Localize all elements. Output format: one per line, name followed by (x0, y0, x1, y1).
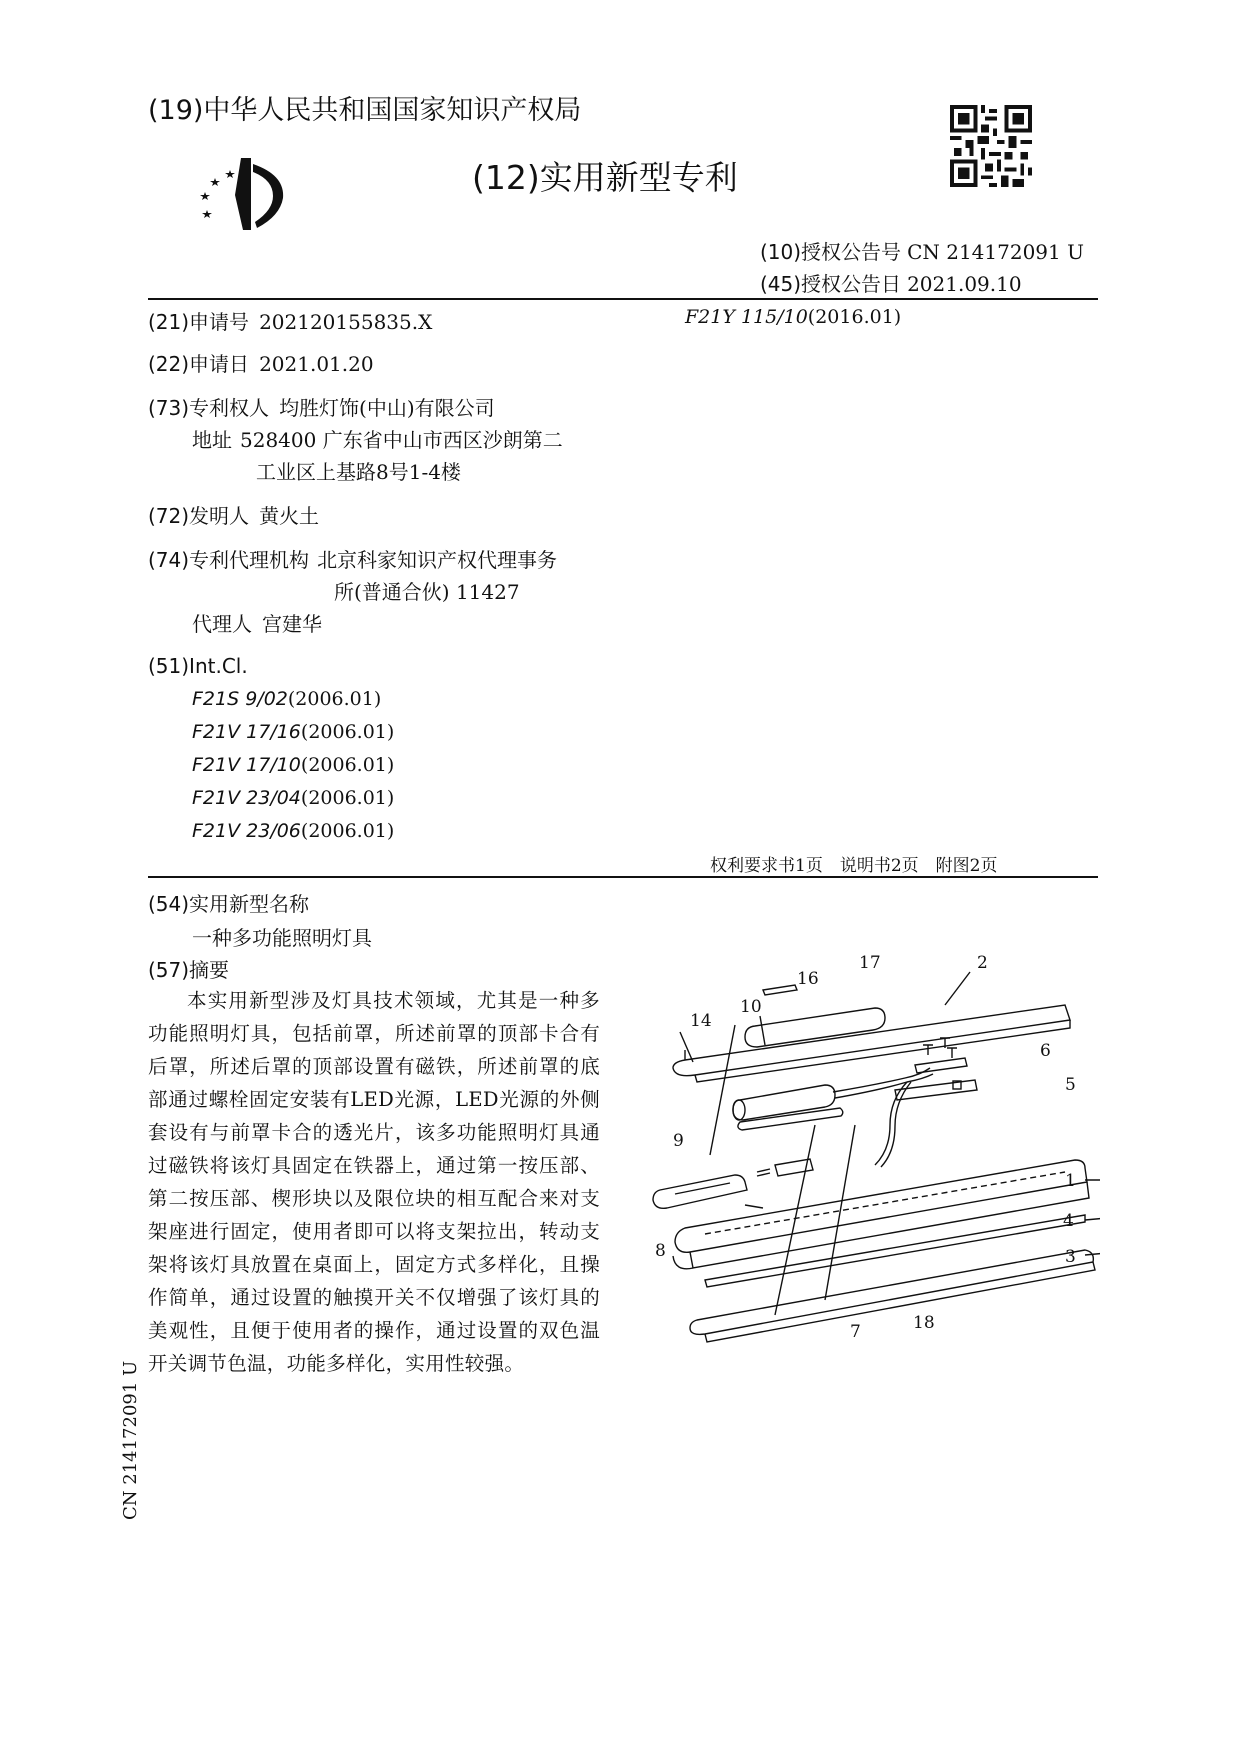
ipc-extra-code: F21Y 115/10 (685, 306, 808, 328)
document-type: (12)实用新型专利 (472, 158, 738, 197)
application-number (148, 306, 432, 335)
agent-label: 代理人 (192, 612, 252, 636)
figure-label: 1 (1065, 1171, 1076, 1191)
address-line1: 528400 广东省中山市西区沙朗第二 (240, 428, 563, 452)
figure-label: 17 (859, 953, 881, 973)
ipc-code: F21V 17/16 (192, 721, 301, 743)
ipc-version: (2006.01) (300, 754, 395, 776)
agency (148, 544, 557, 573)
figure-label: 4 (1063, 1211, 1074, 1231)
side-publication-number: CN 214172091 U (120, 1360, 141, 1520)
ipc-entry (192, 721, 394, 743)
inventor-label: (72)发明人 (148, 504, 250, 528)
agent (192, 608, 322, 637)
publication-date-value: 2021.09.10 (907, 272, 1022, 296)
inventor-value: 黄火土 (259, 504, 320, 528)
agency-label: (74)专利代理机构 (148, 548, 310, 572)
figure-label: 3 (1065, 1247, 1076, 1267)
abstract-text: 本实用新型涉及灯具技术领域，尤其是一种多功能照明灯具，包括前罩，所述前罩的顶部卡合有后罩，所述后罩的顶部设置有磁铁，所述前罩的底部通过螺栓固定安装有LED光源，LED光源的外侧套设有与前罩卡合的透光片，该多功能照明灯具通过磁铁将该灯具固定在铁器上，通过第一按压部、第二按压部、楔形块以及限位块的相互配合来对支架座进行固定，使用者即可以将支架拉出，转动支架将该灯具放置在桌面上，固定方式多样化，且操作简单，通过设置的触摸开关不仅增强了该灯具的美观性，且便于使用者的操作，通过设置的双色温开关调节色温，功能多样化，实用性较强。 (148, 989, 600, 1375)
title-label: (54)实用新型名称 (148, 892, 310, 916)
figure-label: 16 (797, 969, 819, 989)
header-divider (148, 298, 1098, 300)
ipc-version: (2006.01) (300, 787, 395, 809)
application-number-value: 202120155835.X (259, 310, 433, 334)
application-date-value: 2021.01.20 (259, 352, 374, 376)
ipc-code: F21V 23/04 (192, 787, 301, 809)
ipc-code: F21S 9/02 (192, 688, 288, 710)
figure-label: 8 (655, 1241, 666, 1261)
patentee (148, 392, 495, 421)
ipc-version: (2006.01) (300, 820, 395, 842)
application-date (148, 348, 374, 377)
figure-label: 5 (1065, 1075, 1076, 1095)
agency-line2: 所(普通合伙) 11427 (334, 580, 520, 604)
ipc-entry (192, 688, 381, 710)
patentee-label: (73)专利权人 (148, 396, 270, 420)
application-number-label: (21)申请号 (148, 310, 250, 334)
application-date-label: (22)申请日 (148, 352, 250, 376)
ipc-version: (2006.01) (300, 721, 395, 743)
abstract-label: (57)摘要 (148, 958, 230, 982)
figure-label: 18 (913, 1313, 935, 1333)
figure-label: 14 (690, 1011, 712, 1031)
figure-label: 7 (850, 1322, 861, 1342)
publication-date-label: (45)授权公告日 (760, 272, 902, 296)
publication-number-value: CN 214172091 U (907, 240, 1084, 264)
figure-label: 9 (673, 1131, 684, 1151)
publication-number-label: (10)授权公告号 (760, 240, 902, 264)
int-cl-label: (51)Int.Cl. (148, 654, 248, 678)
figure-label: 2 (977, 953, 988, 973)
ipc-extra (685, 306, 901, 328)
figure-label: 10 (740, 997, 762, 1017)
address (192, 424, 563, 453)
figure-label: 6 (1040, 1041, 1051, 1061)
cnipa-logo (185, 150, 285, 235)
publication-number (760, 236, 1084, 265)
patentee-value: 均胜灯饰(中山)有限公司 (279, 396, 495, 420)
ipc-version: (2006.01) (287, 688, 382, 710)
exploded-view-drawing (645, 950, 1100, 1350)
page-counts: 权利要求书1页 说明书2页 附图2页 (710, 856, 998, 876)
address-label: 地址 (192, 428, 232, 452)
agent-value: 宫建华 (262, 612, 322, 636)
ipc-extra-version: (2016.01) (807, 306, 902, 328)
ipc-code: F21V 17/10 (192, 754, 301, 776)
utility-model-title: 一种多功能照明灯具 (192, 926, 372, 950)
agency-line1: 北京科家知识产权代理事务 (317, 548, 558, 572)
biblio-divider (148, 876, 1098, 878)
ipc-entry (192, 754, 394, 776)
ipc-code: F21V 23/06 (192, 820, 301, 842)
ipc-entry (192, 820, 394, 842)
ipc-entry (192, 787, 394, 809)
office-name: (19)中华人民共和国国家知识产权局 (148, 95, 582, 126)
address-line2: 工业区上基路8号1-4楼 (256, 460, 461, 484)
inventor (148, 500, 319, 529)
publication-date (760, 268, 1022, 297)
qr-code (950, 105, 1032, 187)
